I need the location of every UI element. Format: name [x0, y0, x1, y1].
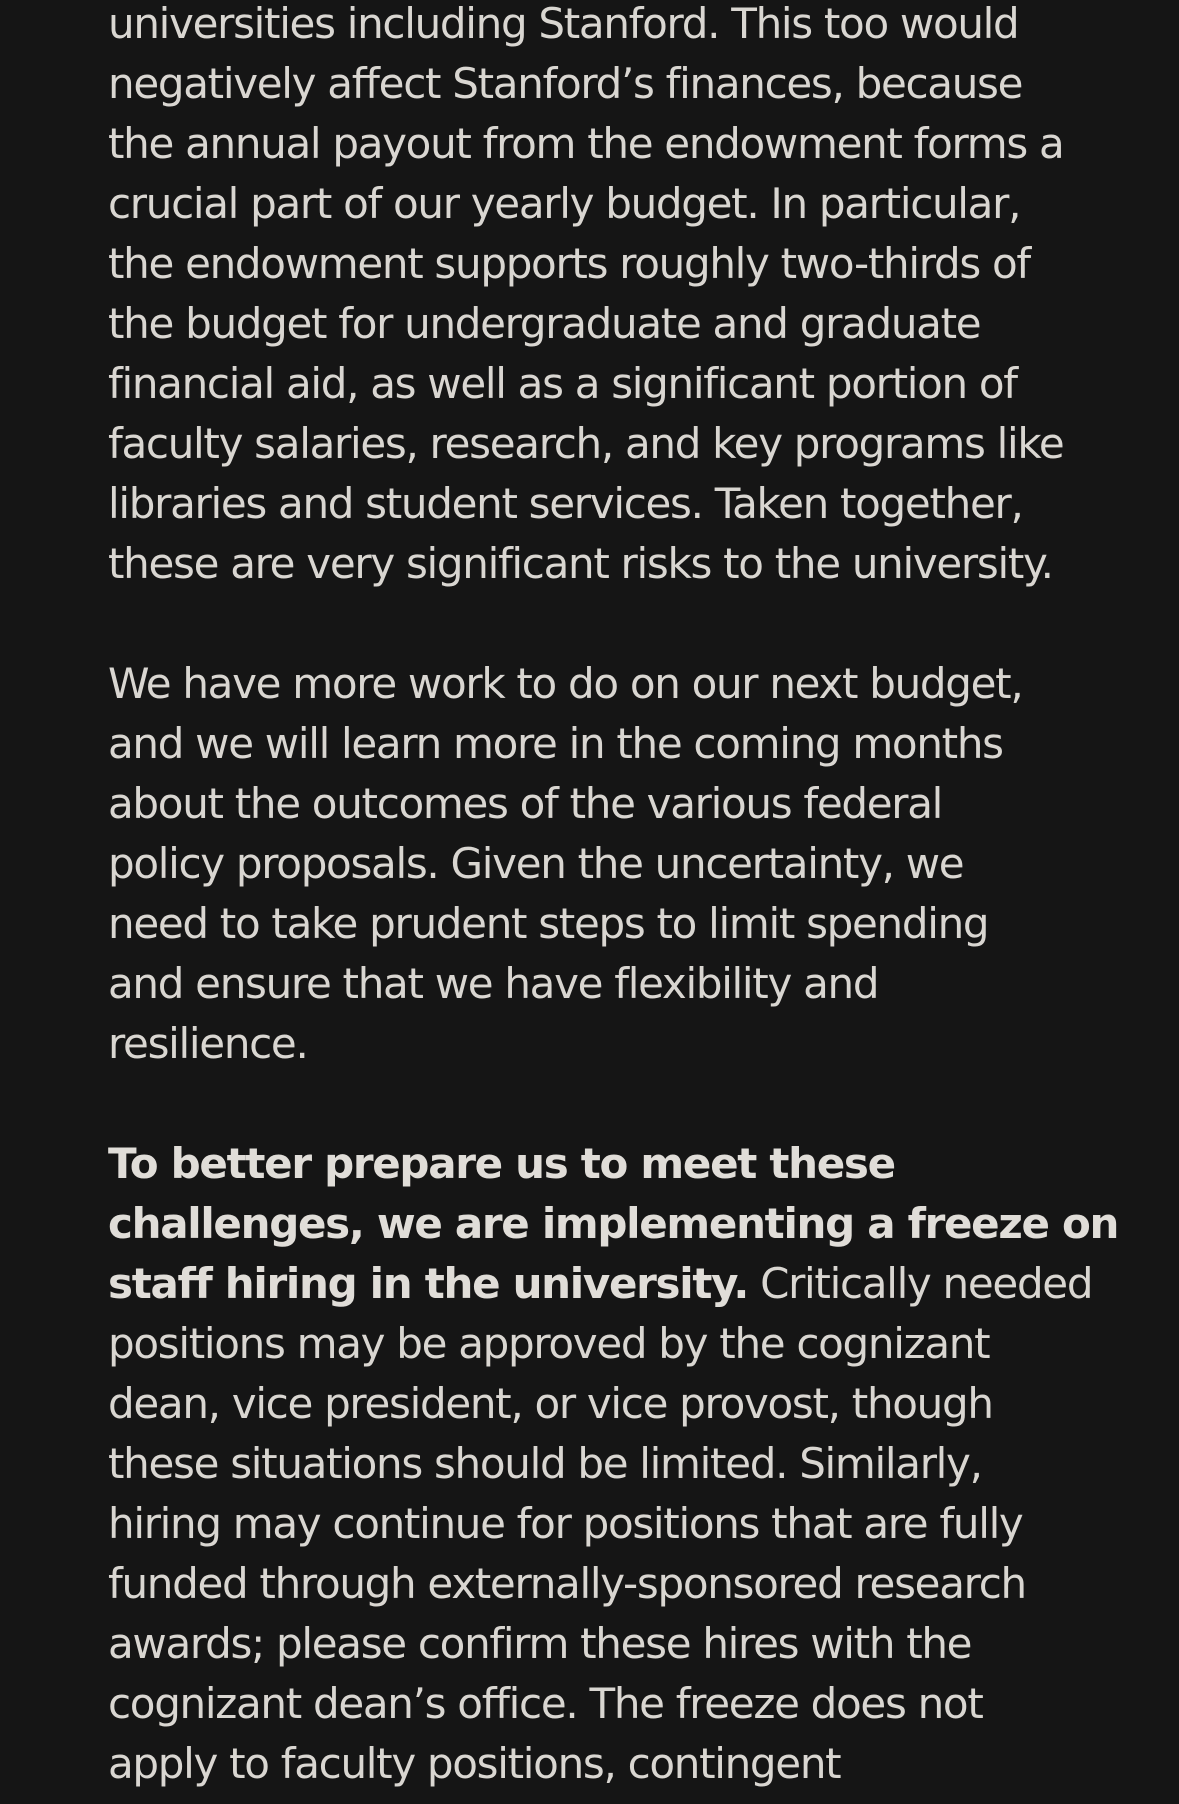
text-line: the annual payout from the endowment forms a: [108, 119, 1064, 168]
text-line: financial aid, as well as a significant portion of: [108, 359, 1017, 408]
text-line: about the outcomes of the various federal: [108, 779, 943, 828]
text-line: awards; please confirm these hires with the: [108, 1619, 972, 1668]
text-line: need to take prudent steps to limit spending: [108, 899, 989, 948]
paragraph-gap: [108, 1074, 1108, 1134]
bold-text-line: To better prepare us to meet these: [108, 1139, 895, 1188]
text-line: funded through externally-sponsored research: [108, 1559, 1026, 1608]
text-line: and we will learn more in the coming months: [108, 719, 1003, 768]
paragraph: [108, 1134, 1119, 1794]
paragraph-gap: [108, 594, 1108, 654]
text-line: and ensure that we have flexibility and: [108, 959, 879, 1008]
text-line: the endowment supports roughly two-thirds of: [108, 239, 1030, 288]
text-line: positions may be approved by the cognizant: [108, 1319, 990, 1368]
text-line: cognizant dean’s office. The freeze does not: [108, 1679, 983, 1728]
text-line: We have more work to do on our next budget,: [108, 659, 1023, 708]
bold-text-line: challenges, we are implementing a freeze on: [108, 1199, 1119, 1248]
text-line: faculty salaries, research, and key programs like: [108, 419, 1064, 468]
text-line: policy proposals. Given the uncertainty, we: [108, 839, 964, 888]
text-line: libraries and student services. Taken together,: [108, 479, 1023, 528]
text-line: these are very significant risks to the university.: [108, 539, 1053, 588]
paragraph: [108, 654, 1108, 1074]
text-line: the budget for undergraduate and graduate: [108, 299, 981, 348]
text-line: these situations should be limited. Similarly,: [108, 1439, 982, 1488]
text-line: resilience.: [108, 1019, 308, 1068]
text-line: negatively affect Stanford’s finances, because: [108, 59, 1023, 108]
mixed-text-line: [108, 1254, 1108, 1314]
text-line: hiring may continue for positions that are fully: [108, 1499, 1023, 1548]
text-line: universities including Stanford. This too would: [108, 0, 1019, 48]
paragraph: [108, 0, 1108, 594]
article-body: [108, 0, 1119, 1794]
regular-text: Critically needed: [748, 1259, 1093, 1308]
text-line: dean, vice president, or vice provost, though: [108, 1379, 993, 1428]
bold-text: staff hiring in the university.: [108, 1259, 749, 1308]
text-line: apply to faculty positions, contingent: [108, 1739, 841, 1788]
text-line: crucial part of our yearly budget. In particular,: [108, 179, 1021, 228]
